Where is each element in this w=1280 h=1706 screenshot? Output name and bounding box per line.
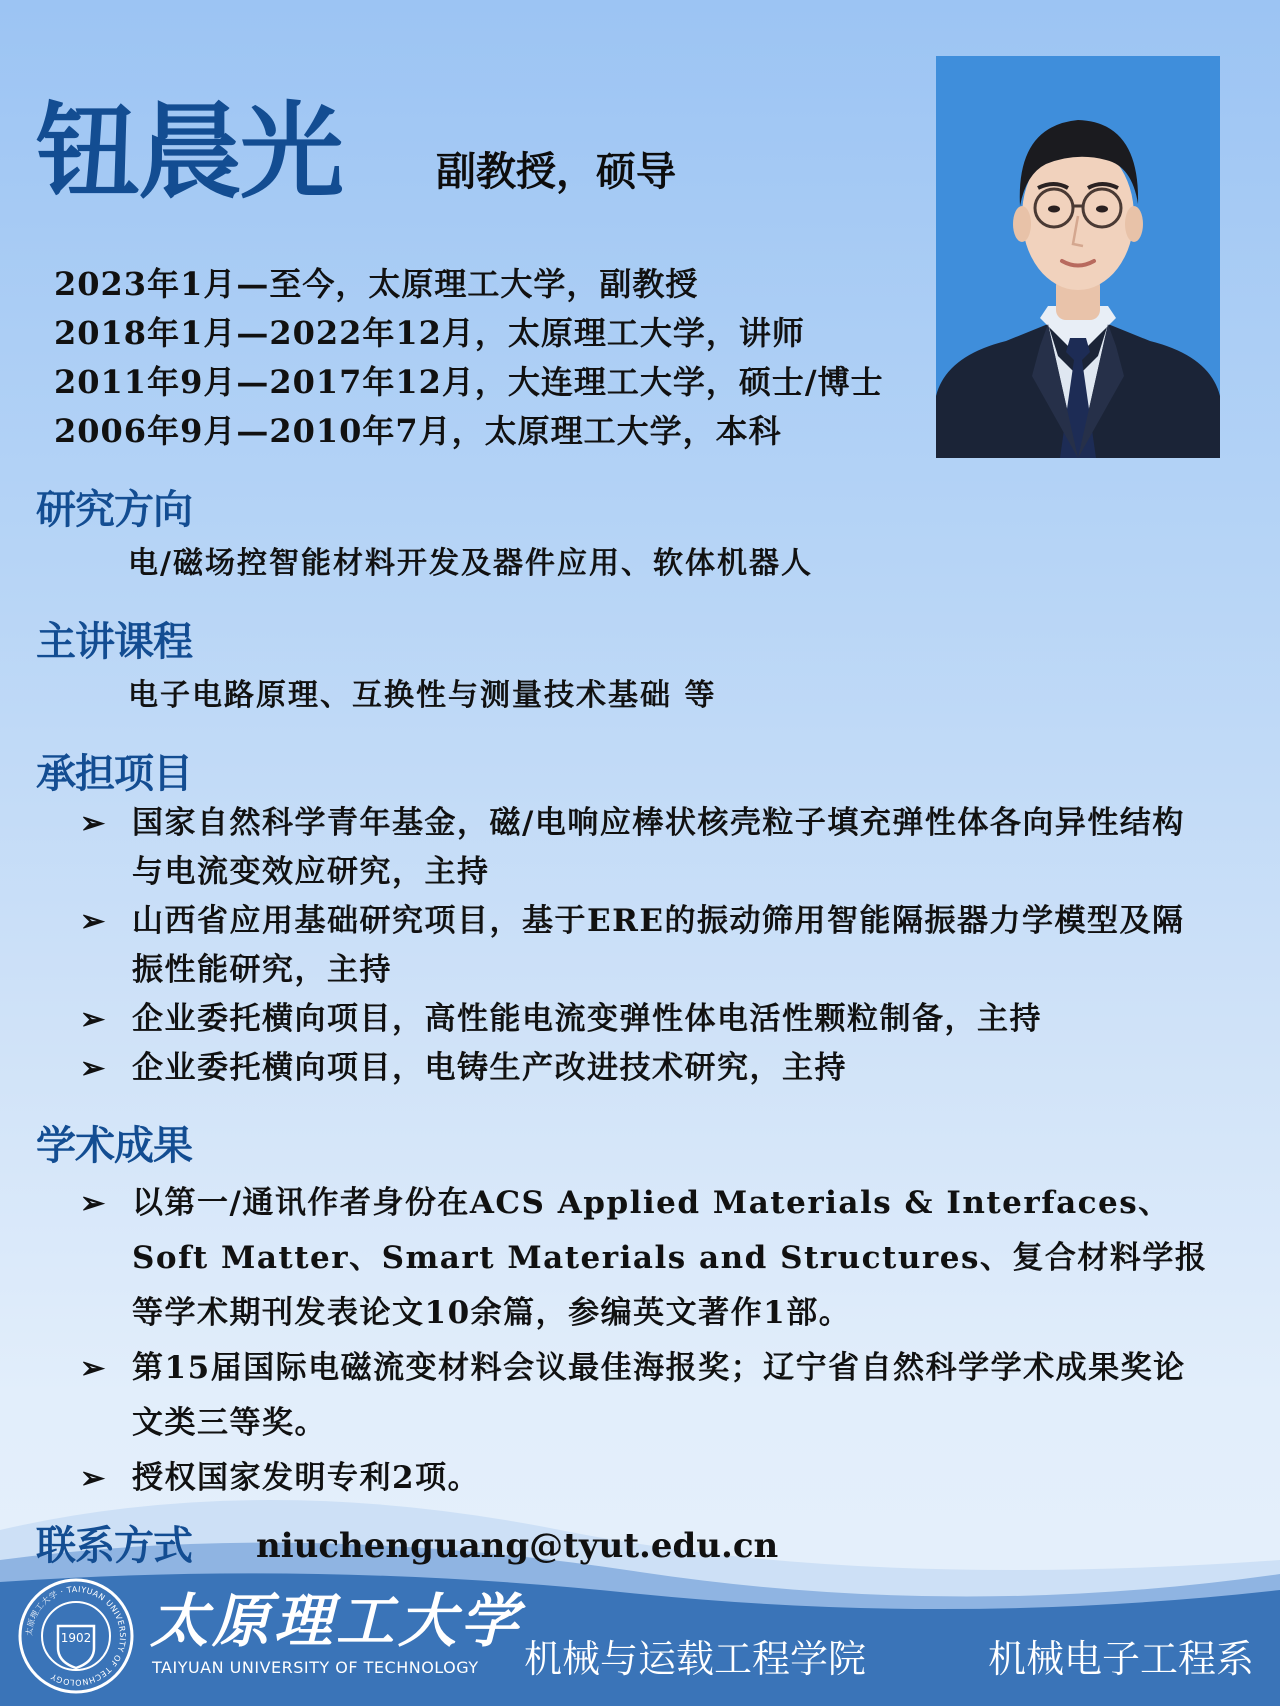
project-item: [80, 897, 1210, 995]
achievements-list: [80, 1176, 1210, 1506]
career-item: 2018年1月—2022年12月，太原理工大学，讲师: [54, 314, 805, 352]
research-heading: 研究方向: [36, 487, 192, 533]
projects-list: [80, 799, 1210, 1093]
achievement-item: [80, 1176, 1210, 1341]
contact-heading: 联系方式: [36, 1523, 192, 1569]
courses-text: 电子电路原理、互换性与测量技术基础 等: [128, 678, 717, 713]
achievement-item: [80, 1341, 1210, 1451]
arrow-bullet-icon: ➢: [80, 1186, 107, 1221]
department-name: 机械电子工程系: [988, 1637, 1255, 1681]
project-item: [80, 1044, 1210, 1093]
person-name: 钮晨光: [36, 91, 343, 213]
project-item: [80, 995, 1210, 1044]
portrait-photo: [936, 56, 1220, 458]
courses-heading: 主讲课程: [36, 619, 192, 665]
career-item: 2011年9月—2017年12月，大连理工大学，硕士/博士: [54, 363, 884, 401]
arrow-bullet-icon: ➢: [80, 1002, 107, 1037]
project-item: [80, 799, 1210, 897]
project-text: 国家自然科学青年基金，磁/电响应棒状核壳粒子填充弹性体各向异性结构与电流变效应研究，主持: [132, 805, 1185, 890]
achievement-text: 第15届国际电磁流变材料会议最佳海报奖；辽宁省自然科学学术成果奖论文类三等奖。: [132, 1350, 1186, 1441]
arrow-bullet-icon: ➢: [80, 1461, 107, 1496]
university-seal-icon: [18, 1578, 134, 1694]
arrow-bullet-icon: ➢: [80, 806, 107, 841]
person-title: 副教授，硕导: [436, 149, 676, 195]
achievement-text: 授权国家发明专利2项。: [132, 1460, 481, 1496]
research-text: 电/磁场控智能材料开发及器件应用、软体机器人: [128, 546, 813, 581]
university-logo-en: TAIYUAN UNIVERSITY OF TECHNOLOGY: [152, 1658, 479, 1677]
project-text: 企业委托横向项目，高性能电流变弹性体电活性颗粒制备，主持: [132, 1001, 1042, 1037]
university-logo-cn: 太原理工大学: [150, 1587, 523, 1655]
arrow-bullet-icon: ➢: [80, 1051, 107, 1086]
arrow-bullet-icon: ➢: [80, 904, 107, 939]
career-item: 2006年9月—2010年7月，太原理工大学，本科: [54, 412, 782, 450]
projects-heading: 承担项目: [36, 751, 192, 797]
achievements-heading: 学术成果: [36, 1123, 192, 1169]
contact-email[interactable]: niuchenguang@tyut.edu.cn: [256, 1526, 779, 1566]
project-text: 企业委托横向项目，电铸生产改进技术研究，主持: [132, 1050, 847, 1086]
college-name: 机械与运载工程学院: [524, 1637, 867, 1681]
career-history: [54, 260, 884, 456]
career-item: 2023年1月—至今，太原理工大学，副教授: [54, 265, 699, 303]
svg-text:太原理工大学 · TAIYUAN UNIVERSITY OF: 太原理工大学 · TAIYUAN UNIVERSITY OF TECHNOLOGY: [24, 1584, 128, 1688]
svg-text:1902: 1902: [60, 1631, 92, 1645]
portrait-illustration: [936, 56, 1220, 458]
achievement-text: 以第一/通讯作者身份在ACS Applied Materials & Interfaces、Soft Matter、Smart Materials and Structures、复合材料学报等学术期刊发表论文10余篇，参编英文著作1部。: [132, 1185, 1208, 1331]
arrow-bullet-icon: ➢: [80, 1351, 107, 1386]
project-text: 山西省应用基础研究项目，基于ERE的振动筛用智能隔振器力学模型及隔振性能研究，主持: [132, 903, 1185, 988]
